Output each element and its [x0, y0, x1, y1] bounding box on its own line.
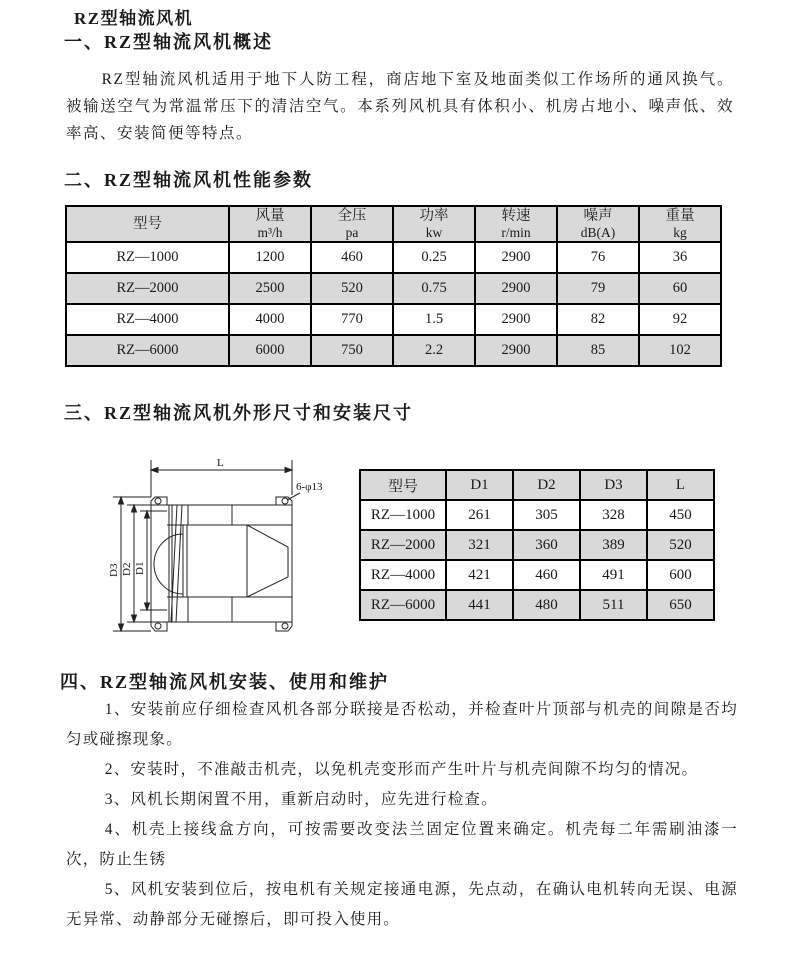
perf-cell: RZ—1000 — [66, 242, 229, 273]
dims-cell: 491 — [580, 560, 647, 590]
dims-cell: 421 — [446, 560, 513, 590]
perf-cell: 520 — [311, 273, 393, 304]
perf-cell: 0.25 — [393, 242, 475, 273]
table-row — [66, 242, 721, 273]
perf-cell: 2500 — [229, 273, 311, 304]
dimensions-header-row — [360, 470, 714, 500]
dims-cell: RZ—6000 — [360, 590, 446, 620]
perf-header-pressure: 全压 pa — [311, 206, 393, 242]
document-title: RZ型轴流风机 — [74, 9, 194, 28]
dims-cell: 360 — [513, 530, 580, 560]
perf-cell: 102 — [639, 335, 721, 366]
table-row — [66, 304, 721, 335]
table-row — [360, 560, 714, 590]
dims-cell: 328 — [580, 500, 647, 530]
dims-header-model: 型号 — [360, 470, 446, 500]
perf-cell: RZ—6000 — [66, 335, 229, 366]
dims-cell: RZ—4000 — [360, 560, 446, 590]
perf-cell: 2900 — [475, 304, 557, 335]
perf-cell: 82 — [557, 304, 639, 335]
dims-cell: 389 — [580, 530, 647, 560]
table-row — [360, 590, 714, 620]
perf-header-model: 型号 — [66, 206, 229, 242]
dims-cell: 321 — [446, 530, 513, 560]
perf-cell: 770 — [311, 304, 393, 335]
perf-cell: RZ—4000 — [66, 304, 229, 335]
perf-cell: 36 — [639, 242, 721, 273]
performance-header-row — [66, 206, 721, 242]
performance-table — [65, 205, 722, 367]
maintenance-item-3: 3、风机长期闲置不用，重新启动时，应先进行检查。 — [104, 791, 498, 808]
perf-cell: 76 — [557, 242, 639, 273]
table-row — [66, 273, 721, 304]
maintenance-item-5: 5、风机安装到位后，按电机有关规定接通电源，先点动，在确认电机转向无误、电源无异常、动静部分无碰擦后，即可投入使用。 — [66, 881, 738, 928]
section-3-heading: 三、RZ型轴流风机外形尺寸和安装尺寸 — [64, 403, 414, 423]
dims-cell: 261 — [446, 500, 513, 530]
dims-cell: 450 — [647, 500, 714, 530]
table-row — [66, 335, 721, 366]
dims-cell: RZ—2000 — [360, 530, 446, 560]
perf-cell: 60 — [639, 273, 721, 304]
maintenance-item-2: 2、安装时，不准敲击机壳，以免机壳变形而产生叶片与机壳间隙不均匀的情况。 — [104, 761, 699, 778]
perf-cell: 92 — [639, 304, 721, 335]
perf-header-airflow: 风量 m³/h — [229, 206, 311, 242]
section-4-heading: 四、RZ型轴流风机安装、使用和维护 — [60, 672, 390, 692]
dims-cell: 480 — [513, 590, 580, 620]
maintenance-item-1: 1、安装前应仔细检查风机各部分联接是否松动，并检查叶片顶部与机壳的间隙是否均匀或碰擦现象。 — [66, 701, 738, 748]
table-row — [360, 530, 714, 560]
perf-cell: 2900 — [475, 273, 557, 304]
perf-header-speed: 转速 r/min — [475, 206, 557, 242]
perf-header-power: 功率 kw — [393, 206, 475, 242]
dims-cell: RZ—1000 — [360, 500, 446, 530]
perf-cell: 460 — [311, 242, 393, 273]
dims-header-d1: D1 — [446, 470, 513, 500]
table-row — [360, 500, 714, 530]
maintenance-item-4: 4、机壳上接线盒方向，可按需要改变法兰固定位置来确定。机壳每二年需刷油漆一次，防止生锈 — [66, 821, 738, 868]
dimension-D2-label: D2 — [121, 562, 133, 576]
perf-cell: 1200 — [229, 242, 311, 273]
dims-cell: 520 — [647, 530, 714, 560]
dimension-D1-label: D1 — [134, 561, 146, 575]
dims-cell: 511 — [580, 590, 647, 620]
section-1-heading: 一、RZ型轴流风机概述 — [64, 32, 274, 52]
section-2-heading: 二、RZ型轴流风机性能参数 — [64, 170, 314, 190]
dims-header-l: L — [647, 470, 714, 500]
perf-cell: 4000 — [229, 304, 311, 335]
dims-cell: 650 — [647, 590, 714, 620]
dims-header-d3: D3 — [580, 470, 647, 500]
dimension-D3-label: D3 — [108, 563, 120, 577]
dims-cell: 460 — [513, 560, 580, 590]
perf-cell: 79 — [557, 273, 639, 304]
perf-cell: 2900 — [475, 242, 557, 273]
perf-cell: 750 — [311, 335, 393, 366]
perf-cell: 0.75 — [393, 273, 475, 304]
perf-cell: RZ—2000 — [66, 273, 229, 304]
impeller-blades — [169, 505, 182, 622]
perf-header-noise: 噪声 dB(A) — [557, 206, 639, 242]
perf-cell: 2900 — [475, 335, 557, 366]
bolt-hole-label: 6-φ13 — [296, 481, 323, 493]
perf-cell: 1.5 — [393, 304, 475, 335]
dimension-L — [151, 457, 292, 497]
fan-dimension-drawing — [105, 452, 340, 642]
perf-cell: 85 — [557, 335, 639, 366]
maintenance-list — [66, 695, 738, 935]
dims-cell: 305 — [513, 500, 580, 530]
perf-cell: 2.2 — [393, 335, 475, 366]
dimension-L-label: L — [217, 457, 224, 469]
perf-header-weight: 重量 kg — [639, 206, 721, 242]
dims-header-d2: D2 — [513, 470, 580, 500]
perf-cell: 6000 — [229, 335, 311, 366]
dims-cell: 441 — [446, 590, 513, 620]
overview-paragraph: RZ型轴流风机适用于地下人防工程，商店地下室及地面类似工作场所的通风换气。被输送空气为常温常压下的清洁空气。本系列风机具有体积小、机房占地小、噪声低、效率高、安装简便等特点。 — [66, 71, 734, 142]
dims-cell: 600 — [647, 560, 714, 590]
dimensions-table — [359, 469, 715, 621]
